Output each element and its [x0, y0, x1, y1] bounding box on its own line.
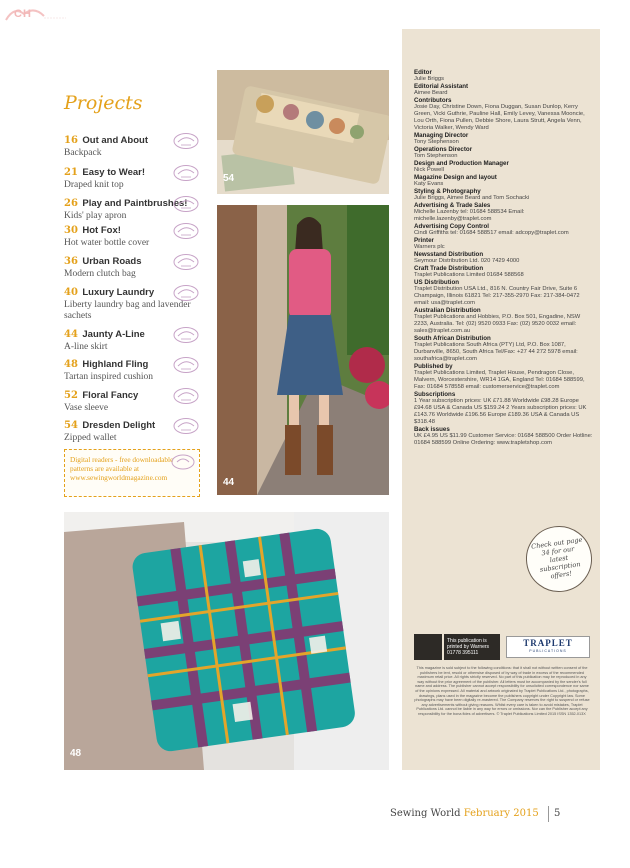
printer-box: This publication is printed by Warners 01778 395111 — [444, 634, 500, 660]
project-page-number: 48 — [64, 359, 78, 370]
project-page-number: 16 — [64, 135, 78, 146]
credit-heading: Australian Distribution — [414, 307, 481, 314]
credit-text: Tony Stephenson — [414, 139, 459, 145]
credit-text: UK £4.95 US $11.99 Customer Service: 01684 588500 Order Hotline: 01684 588599 Online Ordering: www.trapletshop.com — [414, 433, 593, 446]
project-title: Urban Roads — [82, 256, 142, 267]
skirt-photo — [217, 205, 389, 495]
project-page-number: 40 — [64, 287, 78, 298]
project-page-number: 52 — [64, 390, 78, 401]
pattern-icon — [172, 284, 200, 302]
credit-heading: Contributors — [414, 97, 452, 104]
project-description: Modern clutch bag — [64, 269, 136, 279]
project-description: Hot water bottle cover — [64, 238, 150, 248]
issue-month: February 2015 — [463, 808, 539, 819]
credit-text: Traplet Publications and Hobbies, P.O. Box 501, Engadine, NSW 2233, Australia. Tel: (02) 9520 0933 Fax: (02) 9520 0032 email: sales@traplet.com.au — [414, 314, 581, 334]
photo-page-number: 44 — [223, 477, 235, 488]
project-page-number: 36 — [64, 256, 78, 267]
logo-text: CH — [14, 8, 32, 20]
pattern-icon — [172, 326, 200, 344]
photo-page-number: 48 — [70, 748, 82, 759]
project-page-number: 44 — [64, 329, 78, 340]
page-number: 5 — [554, 808, 561, 819]
credit-heading: Advertising & Trade Sales — [414, 202, 491, 209]
credit-text: Julie Briggs — [414, 76, 444, 82]
credit-heading: Printer — [414, 237, 434, 244]
credit-text: Traplet Publications Limited, Traplet House, Pendragon Close, Malvern, Worcestershire, WR14 1GA, England Tel: 01684 588599, Fax: 01684 578558 email: customerservice@traplet.com — [414, 370, 585, 390]
page-footer — [390, 808, 539, 819]
credit-text: 1 Year subscription prices: UK £71.88 Worldwide £98.28 Europe £94.68 USA & Canada US $159.24 2 Years subscription prices: UK £143.76 Worldwide £196.56 Europe £189.36 USA & Canada US $318.48 — [414, 398, 587, 425]
credit-heading: Craft Trade Distribution — [414, 265, 484, 272]
credit-heading: US Distribution — [414, 279, 460, 286]
credit-heading: Operations Director — [414, 146, 473, 153]
credit-heading: Design and Production Manager — [414, 160, 509, 167]
project-description: Liberty laundry bag and lavender sachets — [64, 300, 191, 321]
credit-heading: Published by — [414, 363, 453, 370]
credit-text: Traplet Distribution USA Ltd., 816 N. Country Fair Drive, Suite 6 Champaign, Illinois 61821 Tel: 217-355-2970 Fax: 217-384-0472 email: usa@traplet.com — [414, 286, 580, 306]
project-page-number: 30 — [64, 225, 78, 236]
credit-text: Michelle Lazenby tel: 01684 588534 Email: michelle.lazenby@traplet.com — [414, 209, 525, 222]
legal-notice: This magazine is sold subject to the following conditions: that it shall not without written consent of the publishers be lent, resold or otherwise disposed of by way of trade in excess of the recommended maximum retail price. All rights strictly reserved. No part of this publication may be reproduced in any way without the prior agreement of the publisher. All letters must be accompanied by the sender's full name and address. The publisher cannot accept responsibility for unsolicited correspondence nor same of the opinions expressed. All material and artwork originated by Traplet Publications Ltd., photographs, drawings, plans used in the magazine become the publishers copyright under Copyright law. Some photographs may have been digitally re-mastered. The Company reserves the right to suspend or refuse any advertisements without giving reasons. Whilst every care is taken to avoid mistakes, Traplet Publications Ltd. cannot be liable in any way for errors or omissions. Nor can the Publisher accept any responsibility for the bona fides of advertisers. © Traplet Publications Limited 2015 ISSN 1352-013X — [414, 666, 590, 716]
pattern-icon — [172, 222, 200, 240]
credit-heading: Styling & Photography — [414, 188, 481, 195]
credit-heading: Advertising Copy Control — [414, 223, 489, 230]
project-title: Luxury Laundry — [82, 287, 155, 298]
pattern-icon — [172, 387, 200, 405]
credit-heading: Editorial Assistant — [414, 83, 469, 90]
credit-text: Katy Evans — [414, 181, 444, 187]
credit-text: Warners plc — [414, 244, 445, 250]
project-description: Kids' play apron — [64, 211, 127, 221]
pattern-icon — [172, 132, 200, 150]
credit-text: Traplet Publications South Africa (PTY) Ltd, P.O. Box 1087, Durbanville, 8650, South Africa Tel/Fax: +27 44 272 5978 email: southafrica@traplet.com — [414, 342, 578, 362]
credit-text: Nick Powell — [414, 167, 444, 173]
publisher-logos — [414, 634, 590, 660]
project-title: Highland Fling — [82, 359, 149, 370]
pattern-link-icon — [170, 453, 196, 471]
project-title: Floral Fancy — [82, 390, 139, 401]
skirt-model-image — [217, 205, 389, 495]
digital-readers-text: Digital readers - free downloadable patterns are available at www.sewingworldmagazine.com — [70, 455, 174, 482]
project-description: Vase sleeve — [64, 403, 109, 413]
magazine-name: Sewing World — [390, 808, 461, 819]
pattern-icon — [172, 253, 200, 271]
pattern-icon — [172, 417, 200, 435]
project-page-number: 21 — [64, 167, 78, 178]
project-description: Backpack — [64, 148, 102, 158]
project-title: Easy to Wear! — [82, 167, 146, 178]
credit-text: Cindi Griffiths tel: 01684 588517 email: adcopy@traplet.com — [414, 230, 569, 236]
project-description: Tartan inspired cushion — [64, 372, 154, 382]
project-description: A-line skirt — [64, 342, 108, 352]
credit-text: Traplet Publications Limited 01684 588568 — [414, 272, 524, 278]
credit-text: Julie Briggs, Aimee Beard and Tom Sochacki — [414, 195, 530, 201]
credit-heading: Subscriptions — [414, 391, 456, 398]
footer-divider — [548, 806, 549, 822]
credit-heading: Managing Director — [414, 132, 469, 139]
credit-text: Seymour Distribution Ltd. 020 7429 4000 — [414, 258, 520, 264]
clutch-bag-photo — [217, 70, 389, 194]
credit-heading: South African Distribution — [414, 335, 491, 342]
warners-logo — [414, 634, 442, 660]
project-title: Out and About — [82, 135, 148, 146]
project-page-number: 54 — [64, 420, 78, 431]
credit-heading: Editor — [414, 69, 432, 76]
credit-text: Aimee Beard — [414, 90, 448, 96]
clutch-bag-image — [217, 70, 389, 194]
credit-text: Josie Day, Christine Down, Fiona Duggan, Susan Dunlop, Kerry Green, Vicki Guthrie, Pauline Hall, Emily Levey, Vanessa Mooncie, Lou Orth, Fiona Pullen, Debbie Shore, Laura Strutt, Angela Venn, Victoria Walker, Wendy Ward — [414, 104, 585, 131]
photo-page-number: 54 — [223, 173, 235, 184]
project-title: Play and Paintbrushes! — [82, 198, 188, 209]
project-description: Draped knit top — [64, 180, 124, 190]
subscription-badge — [522, 522, 597, 597]
subscription-badge-text: Check out page 34 for our latest subscription offers! — [530, 535, 583, 581]
pattern-icon — [172, 164, 200, 182]
credit-heading: Newsstand Distribution — [414, 251, 484, 258]
credits-list — [414, 69, 594, 447]
traplet-logo — [506, 636, 590, 658]
project-page-number: 26 — [64, 198, 78, 209]
tartan-cushion-image — [64, 512, 389, 770]
credit-text: Tom Stephenson — [414, 153, 458, 159]
pattern-icon — [172, 356, 200, 374]
projects-heading: Projects — [64, 92, 143, 114]
credits-panel — [402, 29, 600, 770]
project-title: Dresden Delight — [82, 420, 156, 431]
project-title: Jaunty A-Line — [82, 329, 145, 340]
credit-heading: Magazine Design and layout — [414, 174, 497, 181]
project-description: Zipped wallet — [64, 433, 117, 443]
traplet-logo-text: TRAPLET — [523, 638, 573, 648]
digital-readers-note — [64, 449, 200, 497]
pattern-icon — [172, 195, 200, 213]
cushion-photo — [64, 512, 389, 770]
project-title: Hot Fox! — [82, 225, 121, 236]
credit-heading: Back issues — [414, 426, 450, 433]
traplet-logo-subtext: PUBLICATIONS — [529, 649, 567, 653]
